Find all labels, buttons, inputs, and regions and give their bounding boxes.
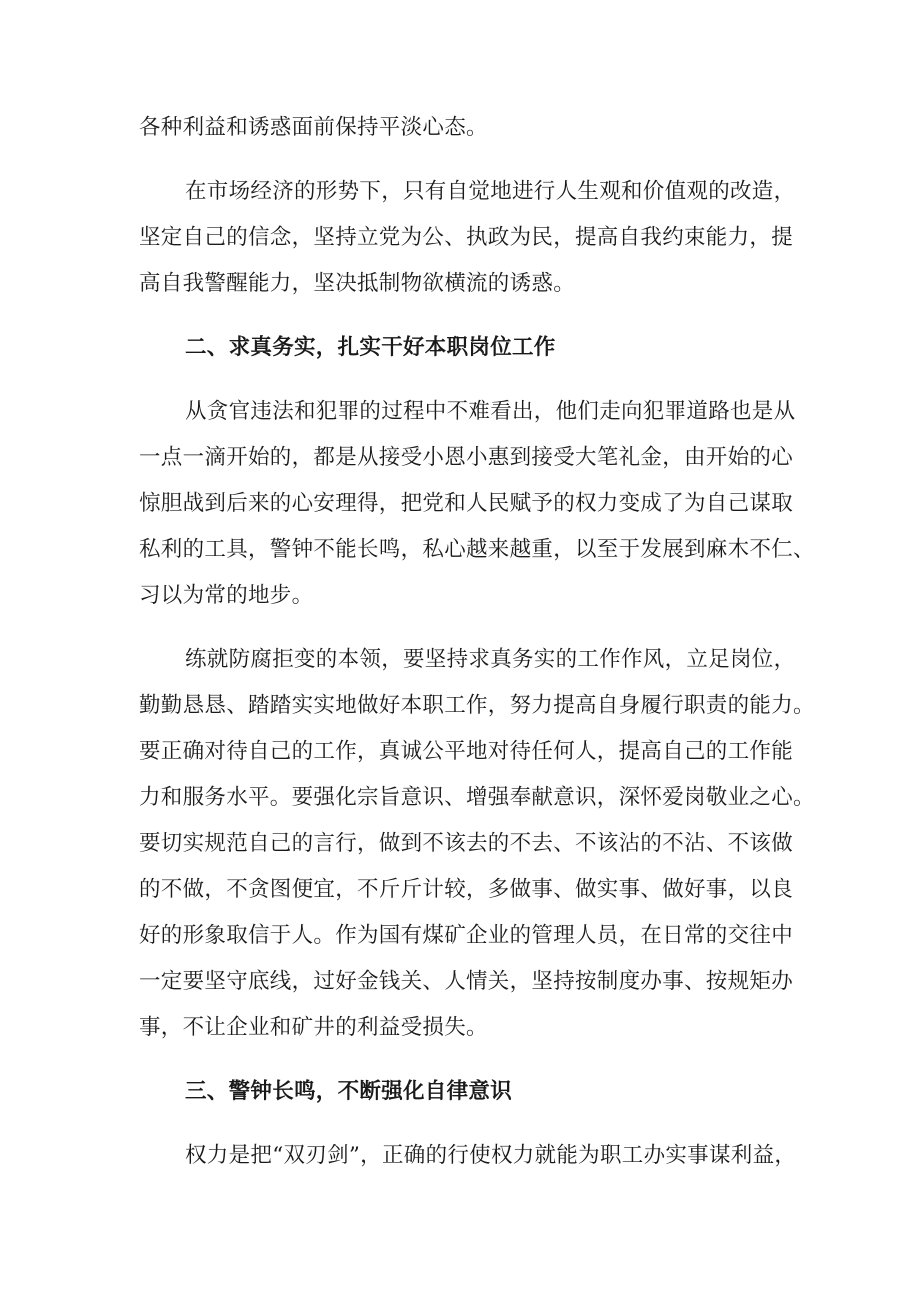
text-line: 的不做，不贪图便宜，不斤斤计较，多做事、做实事、做好事，以良 <box>139 877 794 902</box>
text-line: 一定要坚守底线，过好金钱关、人情关，坚持按制度办事、按规矩办 <box>139 969 794 994</box>
text-line: 在市场经济的形势下，只有自觉地进行人生观和价值观的改造， <box>185 179 796 204</box>
paragraph-3 <box>139 389 815 619</box>
paragraph-4 <box>139 637 815 1051</box>
text-line: 从贪官违法和犯罪的过程中不难看出，他们走向犯罪道路也是从 <box>185 399 796 424</box>
text-line: 练就防腐拒变的本领，要坚持求真务实的工作作风，立足岗位， <box>185 647 796 672</box>
text-line: 勤勤恳恳、踏踏实实地做好本职工作，努力提高自身履行职责的能力。 <box>139 693 815 718</box>
text-line: 惊胆战到后来的心安理得，把党和人民赋予的权力变成了为自己谋取 <box>139 491 794 516</box>
paragraph-5 <box>139 1133 797 1179</box>
text-line: 坚定自己的信念，坚持立党为公、执政为民，提高自我约束能力，提 <box>139 225 794 250</box>
paragraph-1 <box>139 105 789 151</box>
text-line: 要切实规范自己的言行，做到不该去的不去、不该沾的不沾、不该做 <box>139 831 794 856</box>
text-line: 高自我警醒能力，坚决抵制物欲横流的诱惑。 <box>139 271 576 296</box>
paragraph-2 <box>139 169 796 307</box>
text-line: 要正确对待自己的工作，真诚公平地对待任何人，提高自己的工作能 <box>139 739 794 764</box>
heading-text: 二、求真务实，扎实干好本职岗位工作 <box>185 335 556 360</box>
heading-text: 三、警钟长鸣，不断强化自律意识 <box>185 1079 513 1104</box>
text-line: 好的形象取信于人。作为国有煤矿企业的管理人员，在日常的交往中 <box>139 923 794 948</box>
text-line: 私利的工具，警钟不能长鸣，私心越来越重，以至于发展到麻木不仁、 <box>139 537 815 562</box>
section-heading-2 <box>139 325 789 371</box>
text-line: 习以为常的地步。 <box>139 583 314 608</box>
text-line: 权力是把“双刃剑”，正确的行使权力就能为职工办实事谋利益， <box>185 1143 797 1168</box>
text-line: 一点一滴开始的，都是从接受小恩小惠到接受大笔礼金，由开始的心 <box>139 445 794 470</box>
text-line: 力和服务水平。要强化宗旨意识、增强奉献意识，深怀爱岗敬业之心。 <box>139 785 815 810</box>
text-line: 各种利益和诱惑面前保持平淡心态。 <box>139 115 488 140</box>
section-heading-3 <box>139 1069 789 1115</box>
document-page <box>139 105 815 1197</box>
text-line: 事，不让企业和矿井的利益受损失。 <box>139 1015 488 1040</box>
